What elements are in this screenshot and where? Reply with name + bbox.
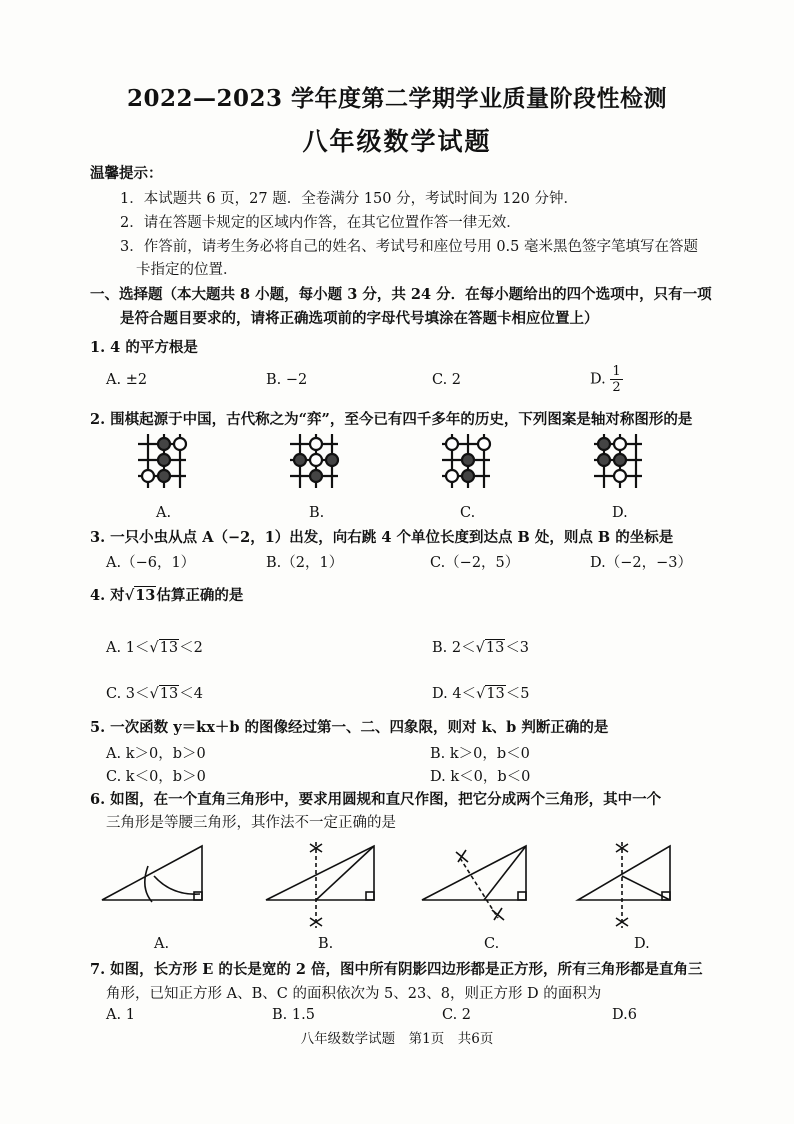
triangle-figure-b <box>266 842 374 928</box>
option-prefix: B. 2＜ <box>432 640 476 656</box>
sqrt-symbol: √13 <box>149 640 179 656</box>
q1-option-d-label: D. <box>590 371 606 388</box>
sqrt-symbol: √13 <box>475 640 505 656</box>
tip-item-1: 1．本试题共 6 页，27 题．全卷满分 150 分，考试时间为 120 分钟． <box>120 191 579 207</box>
q6-label-a: A. <box>154 936 170 952</box>
q6-label-b: B. <box>318 936 334 952</box>
page-footer: 八年级数学试题 第1页 共6页 <box>300 1031 494 1047</box>
option-suffix: ＜3 <box>505 640 530 656</box>
question-4-stem <box>90 586 243 606</box>
go-figure-d <box>594 434 642 488</box>
question-7-line1: 7. 如图，长方形 E 的长是宽的 2 倍，图中所有阴影四边形都是正方形，所有三角形都是直角三 <box>90 961 703 978</box>
q4-option-b <box>432 636 529 657</box>
q2-label-a: A. <box>156 505 172 521</box>
fraction-numerator: 1 <box>612 364 621 379</box>
triangle-construction-figures <box>96 838 686 934</box>
radicand: 13 <box>135 587 156 604</box>
option-prefix: C. 3＜ <box>106 686 150 702</box>
q4-stem-pre: 4. 对 <box>90 587 125 604</box>
go-figure-c <box>442 434 490 488</box>
question-3-stem: 3. 一只小虫从点 A（−2，1）出发，向右跳 4 个单位长度到达点 B 处，则点 B 的坐标是 <box>90 529 674 546</box>
q5-option-b: B. k＞0，b＜0 <box>430 746 530 762</box>
q2-label-d: D. <box>612 505 628 521</box>
q4-option-a <box>106 636 203 657</box>
q7-option-b: B. 1.5 <box>272 1007 315 1023</box>
radicand: 13 <box>486 686 505 702</box>
option-suffix: ＜2 <box>179 640 203 656</box>
sqrt-symbol: √13 <box>124 587 156 604</box>
sqrt-symbol: √13 <box>149 686 179 702</box>
radicand: 13 <box>159 640 179 656</box>
q3-option-c: C.（−2，5） <box>430 555 520 571</box>
q7-option-d: D.6 <box>612 1007 637 1023</box>
question-2-stem: 2. 围棋起源于中国，古代称之为“弈”，至今已有四千多年的历史，下列图案是轴对称图形的是 <box>90 411 693 428</box>
q6-label-d: D. <box>634 936 650 952</box>
triangle-figure-c <box>422 846 526 920</box>
exam-title: 2022—2023 学年度第二学期学业质量阶段性检测 <box>126 85 668 112</box>
option-suffix: ＜5 <box>505 686 530 702</box>
q6-label-c: C. <box>484 936 500 952</box>
q3-option-b: B.（2，1） <box>266 555 344 571</box>
fraction-denominator: 2 <box>612 380 621 395</box>
radicand: 13 <box>159 686 179 702</box>
q7-option-c: C. 2 <box>442 1007 472 1023</box>
q1-fraction <box>610 364 622 395</box>
q1-option-b: B. −2 <box>266 372 308 388</box>
q1-option-d <box>590 364 623 395</box>
q5-option-a: A. k＞0，b＞0 <box>106 746 206 762</box>
section-heading-line2: 是符合题目要求的，请将正确选项前的字母代号填涂在答题卡相应位置上） <box>120 310 599 327</box>
triangle-figure-d <box>578 842 670 928</box>
q4-option-d <box>432 682 530 703</box>
q5-option-c: C. k＜0，b＞0 <box>106 769 206 785</box>
option-suffix: ＜4 <box>179 686 203 702</box>
q2-label-c: C. <box>460 505 476 521</box>
q7-option-a: A. 1 <box>106 1007 135 1023</box>
question-5-stem: 5. 一次函数 y＝kx＋b 的图像经过第一、二、四象限，则对 k、b 判断正确的是 <box>90 719 609 736</box>
triangle-figure-a <box>102 846 202 902</box>
radicand: 13 <box>485 640 505 656</box>
tip-item-3-cont: 卡指定的位置． <box>136 262 238 278</box>
sqrt-symbol: √13 <box>476 686 505 702</box>
option-prefix: D. 4＜ <box>432 686 477 702</box>
q4-stem-post: 估算正确的是 <box>156 587 244 604</box>
q2-label-b: B. <box>309 505 325 521</box>
go-figure-b <box>290 434 338 488</box>
q3-option-d: D.（−2，−3） <box>590 555 692 571</box>
question-6-line1: 6. 如图，在一个直角三角形中，要求用圆规和直尺作图，把它分成两个三角形，其中一个 <box>90 791 662 808</box>
tips-heading: 温馨提示： <box>90 165 163 182</box>
q1-option-a: A. ±2 <box>106 372 148 388</box>
tip-item-2: 2．请在答题卡规定的区域内作答，在其它位置作答一律无效． <box>120 215 521 231</box>
go-figure-a <box>138 434 186 488</box>
question-7-line2: 角形，已知正方形 A、B、C 的面积依次为 5、23、8，则正方形 D 的面积为 <box>106 986 602 1002</box>
section-heading-line1: 一、选择题（本大题共 8 小题，每小题 3 分，共 24 分．在每小题给出的四个选项中，只有一项 <box>90 286 712 303</box>
exam-subtitle: 八年级数学试题 <box>302 127 492 156</box>
q4-option-c <box>106 682 203 703</box>
q5-option-d: D. k＜0，b＜0 <box>430 769 531 785</box>
q3-option-a: A.（−6，1） <box>106 555 196 571</box>
question-1-stem: 1. 4 的平方根是 <box>90 339 198 356</box>
question-6-line2: 三角形是等腰三角形，其作法不一定正确的是 <box>106 815 396 831</box>
option-prefix: A. 1＜ <box>106 640 150 656</box>
go-board-figures <box>130 432 670 500</box>
tip-item-3: 3．作答前，请考生务必将自己的姓名、考试号和座位号用 0.5 毫米黑色签字笔填写在答题 <box>120 239 698 255</box>
q1-option-c: C. 2 <box>432 372 462 388</box>
